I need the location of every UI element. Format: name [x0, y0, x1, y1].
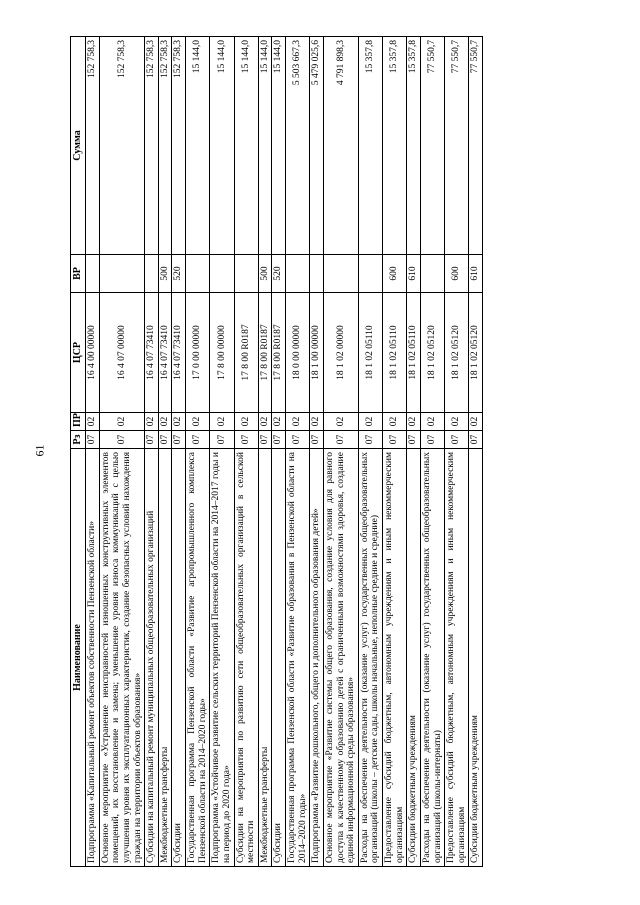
table-row	[420, 37, 444, 867]
cell-rz: 07	[99, 431, 145, 449]
cell-pr: 02	[407, 413, 421, 431]
cell-name: Субсидии бюджетным учреждениям	[469, 449, 483, 867]
cell-csr: 16 4 07 73410	[158, 293, 172, 413]
cell-pr: 02	[420, 413, 444, 431]
table-header-row	[71, 37, 86, 867]
table-row	[469, 37, 483, 867]
cell-pr: 02	[323, 413, 358, 431]
cell-csr: 16 4 07 00000	[99, 293, 145, 413]
budget-table-container	[70, 37, 590, 867]
cell-sum: 77 550,7	[469, 37, 483, 255]
cell-rz: 07	[272, 431, 286, 449]
cell-rz: 07	[310, 431, 324, 449]
table-row	[286, 37, 310, 867]
cell-sum: 4 791 898,3	[323, 37, 358, 255]
cell-rz: 07	[210, 431, 234, 449]
cell-csr: 18 1 02 05110	[383, 293, 407, 413]
cell-csr: 17 8 00 R0187	[258, 293, 272, 413]
cell-pr: 02	[145, 413, 159, 431]
cell-name: Субсидии	[172, 449, 186, 867]
cell-vr: 600	[445, 255, 469, 293]
cell-vr	[286, 255, 310, 293]
table-row	[358, 37, 382, 867]
cell-csr: 18 1 02 05120	[469, 293, 483, 413]
header-sum: Сумма	[71, 37, 86, 255]
cell-sum: 5 503 667,3	[286, 37, 310, 255]
cell-sum: 77 550,7	[420, 37, 444, 255]
cell-vr: 610	[407, 255, 421, 293]
table-row	[145, 37, 159, 867]
cell-name: Подпрограмма «Развитие дошкольного, общего и дополнительного образования детей»	[310, 449, 324, 867]
cell-sum: 152 758,3	[86, 37, 100, 255]
cell-name: Субсидии бюджетным учреждениям	[407, 449, 421, 867]
table-row	[383, 37, 407, 867]
cell-pr: 02	[210, 413, 234, 431]
cell-rz: 07	[172, 431, 186, 449]
cell-rz: 07	[420, 431, 444, 449]
cell-rz: 07	[469, 431, 483, 449]
cell-vr	[186, 255, 210, 293]
cell-sum: 77 550,7	[445, 37, 469, 255]
cell-name: Субсидии на капитальный ремонт муниципальных общеобразовательных организаций	[145, 449, 159, 867]
cell-name: Государственная программа Пензенской области «Развитие образования в Пензенской области на 2014–2020 годы»	[286, 449, 310, 867]
cell-pr: 02	[234, 413, 258, 431]
cell-name: Межбюджетные трансферты	[258, 449, 272, 867]
table-row	[99, 37, 145, 867]
cell-name: Основное мероприятие «Развитие системы общего образования, создание условия для равного доступа к качественному образованию детей с ограниченными возможностями здоровья, создание единой информационной среды образования»	[323, 449, 358, 867]
cell-sum: 15 144,0	[234, 37, 258, 255]
cell-csr: 17 8 00 R0187	[272, 293, 286, 413]
table-row	[86, 37, 100, 867]
cell-pr: 02	[445, 413, 469, 431]
cell-name: Расходы на обеспечение деятельности (оказание услуг) государственных общеобразовательных организаций (школы – детские сады, школы начальные, неполные средние и средние)	[358, 449, 382, 867]
cell-pr: 02	[172, 413, 186, 431]
cell-vr: 610	[469, 255, 483, 293]
cell-csr: 18 1 02 00000	[323, 293, 358, 413]
cell-name: Предоставление субсидий бюджетным, автономным учреждениям и иным некоммерческим организациям	[445, 449, 469, 867]
table-row	[172, 37, 186, 867]
cell-sum: 5 479 025,6	[310, 37, 324, 255]
cell-vr	[420, 255, 444, 293]
cell-name: Субсидии	[272, 449, 286, 867]
table-body	[86, 37, 483, 867]
cell-name: Субсидии на мероприятия по развитию сети общеобразовательных организаций в сельской местности	[234, 449, 258, 867]
cell-rz: 07	[323, 431, 358, 449]
table-row	[258, 37, 272, 867]
budget-table	[70, 36, 483, 867]
header-rz: Рз	[71, 431, 86, 449]
cell-csr: 16 4 07 73410	[145, 293, 159, 413]
cell-rz: 07	[186, 431, 210, 449]
cell-pr: 02	[310, 413, 324, 431]
cell-vr	[86, 255, 100, 293]
cell-vr	[234, 255, 258, 293]
table-row	[210, 37, 234, 867]
cell-rz: 07	[145, 431, 159, 449]
cell-vr	[145, 255, 159, 293]
cell-csr: 18 1 02 05110	[358, 293, 382, 413]
table-row	[407, 37, 421, 867]
cell-name: Межбюджетные трансферты	[158, 449, 172, 867]
table-row	[445, 37, 469, 867]
cell-pr: 02	[186, 413, 210, 431]
cell-rz: 07	[445, 431, 469, 449]
header-pr: ПР	[71, 413, 86, 431]
cell-sum: 15 357,8	[358, 37, 382, 255]
table-row	[323, 37, 358, 867]
cell-pr: 02	[383, 413, 407, 431]
cell-csr: 17 8 00 R0187	[234, 293, 258, 413]
table-row	[310, 37, 324, 867]
table-row	[234, 37, 258, 867]
cell-sum: 152 758,3	[158, 37, 172, 255]
cell-csr: 16 4 07 73410	[172, 293, 186, 413]
cell-rz: 07	[383, 431, 407, 449]
cell-name: Государственная программа Пензенской области «Развитие агропромышленного комплекса Пензенской области на 2014–2020 годы»	[186, 449, 210, 867]
cell-vr: 500	[158, 255, 172, 293]
cell-name: Основное мероприятие «Устранение неисправностей изношенных конструктивных элементов помещений, их восстановление и замена; уменьшение уровня износа коммуникаций с целью улучшения уровня их эксплуатационных характеристик, создание безопасных условий нахождения граждан на территории объектов образования»	[99, 449, 145, 867]
cell-rz: 07	[407, 431, 421, 449]
cell-csr: 18 1 02 05120	[420, 293, 444, 413]
cell-pr: 02	[469, 413, 483, 431]
cell-csr: 18 1 02 05120	[445, 293, 469, 413]
cell-csr: 17 0 00 00000	[186, 293, 210, 413]
cell-pr: 02	[358, 413, 382, 431]
cell-vr	[323, 255, 358, 293]
header-name: Наименование	[71, 449, 86, 867]
cell-sum: 15 144,0	[186, 37, 210, 255]
cell-sum: 15 144,0	[210, 37, 234, 255]
page-number: 61	[32, 444, 47, 457]
cell-vr: 520	[172, 255, 186, 293]
cell-pr: 02	[272, 413, 286, 431]
cell-sum: 15 357,8	[407, 37, 421, 255]
header-vr: ВР	[71, 255, 86, 293]
cell-vr: 600	[383, 255, 407, 293]
cell-csr: 18 1 02 05110	[407, 293, 421, 413]
cell-pr: 02	[99, 413, 145, 431]
cell-vr: 520	[272, 255, 286, 293]
cell-sum: 152 758,3	[145, 37, 159, 255]
cell-pr: 02	[286, 413, 310, 431]
table-row	[272, 37, 286, 867]
cell-csr: 16 4 00 00000	[86, 293, 100, 413]
cell-sum: 15 144,0	[272, 37, 286, 255]
cell-sum: 152 758,3	[172, 37, 186, 255]
cell-sum: 15 144,0	[258, 37, 272, 255]
table-row	[158, 37, 172, 867]
cell-rz: 07	[234, 431, 258, 449]
cell-pr: 02	[86, 413, 100, 431]
cell-name: Предоставление субсидий бюджетным, автономным учреждениям и иным некоммерческим организациям	[383, 449, 407, 867]
cell-rz: 07	[286, 431, 310, 449]
cell-sum: 15 357,8	[383, 37, 407, 255]
cell-vr: 500	[258, 255, 272, 293]
cell-rz: 07	[258, 431, 272, 449]
cell-rz: 07	[86, 431, 100, 449]
cell-name: Подпрограмма «Капитальный ремонт объектов собственности Пензенской области»	[86, 449, 100, 867]
cell-name: Подпрограмма «Устойчивое развитие сельских территорий Пензенской области на 2014–2017 годы и на период до 2020 года»	[210, 449, 234, 867]
cell-vr	[210, 255, 234, 293]
header-csr: ЦСР	[71, 293, 86, 413]
cell-sum: 152 758,3	[99, 37, 145, 255]
cell-name: Расходы на обеспечение деятельности (оказание услуг) государственных общеобразовательных организаций (школы-интернаты)	[420, 449, 444, 867]
table-row	[186, 37, 210, 867]
cell-rz: 07	[158, 431, 172, 449]
cell-vr	[99, 255, 145, 293]
cell-rz: 07	[358, 431, 382, 449]
cell-pr: 02	[258, 413, 272, 431]
cell-csr: 18 1 00 00000	[310, 293, 324, 413]
cell-csr: 18 0 00 00000	[286, 293, 310, 413]
cell-vr	[310, 255, 324, 293]
cell-pr: 02	[158, 413, 172, 431]
cell-csr: 17 8 00 00000	[210, 293, 234, 413]
cell-vr	[358, 255, 382, 293]
